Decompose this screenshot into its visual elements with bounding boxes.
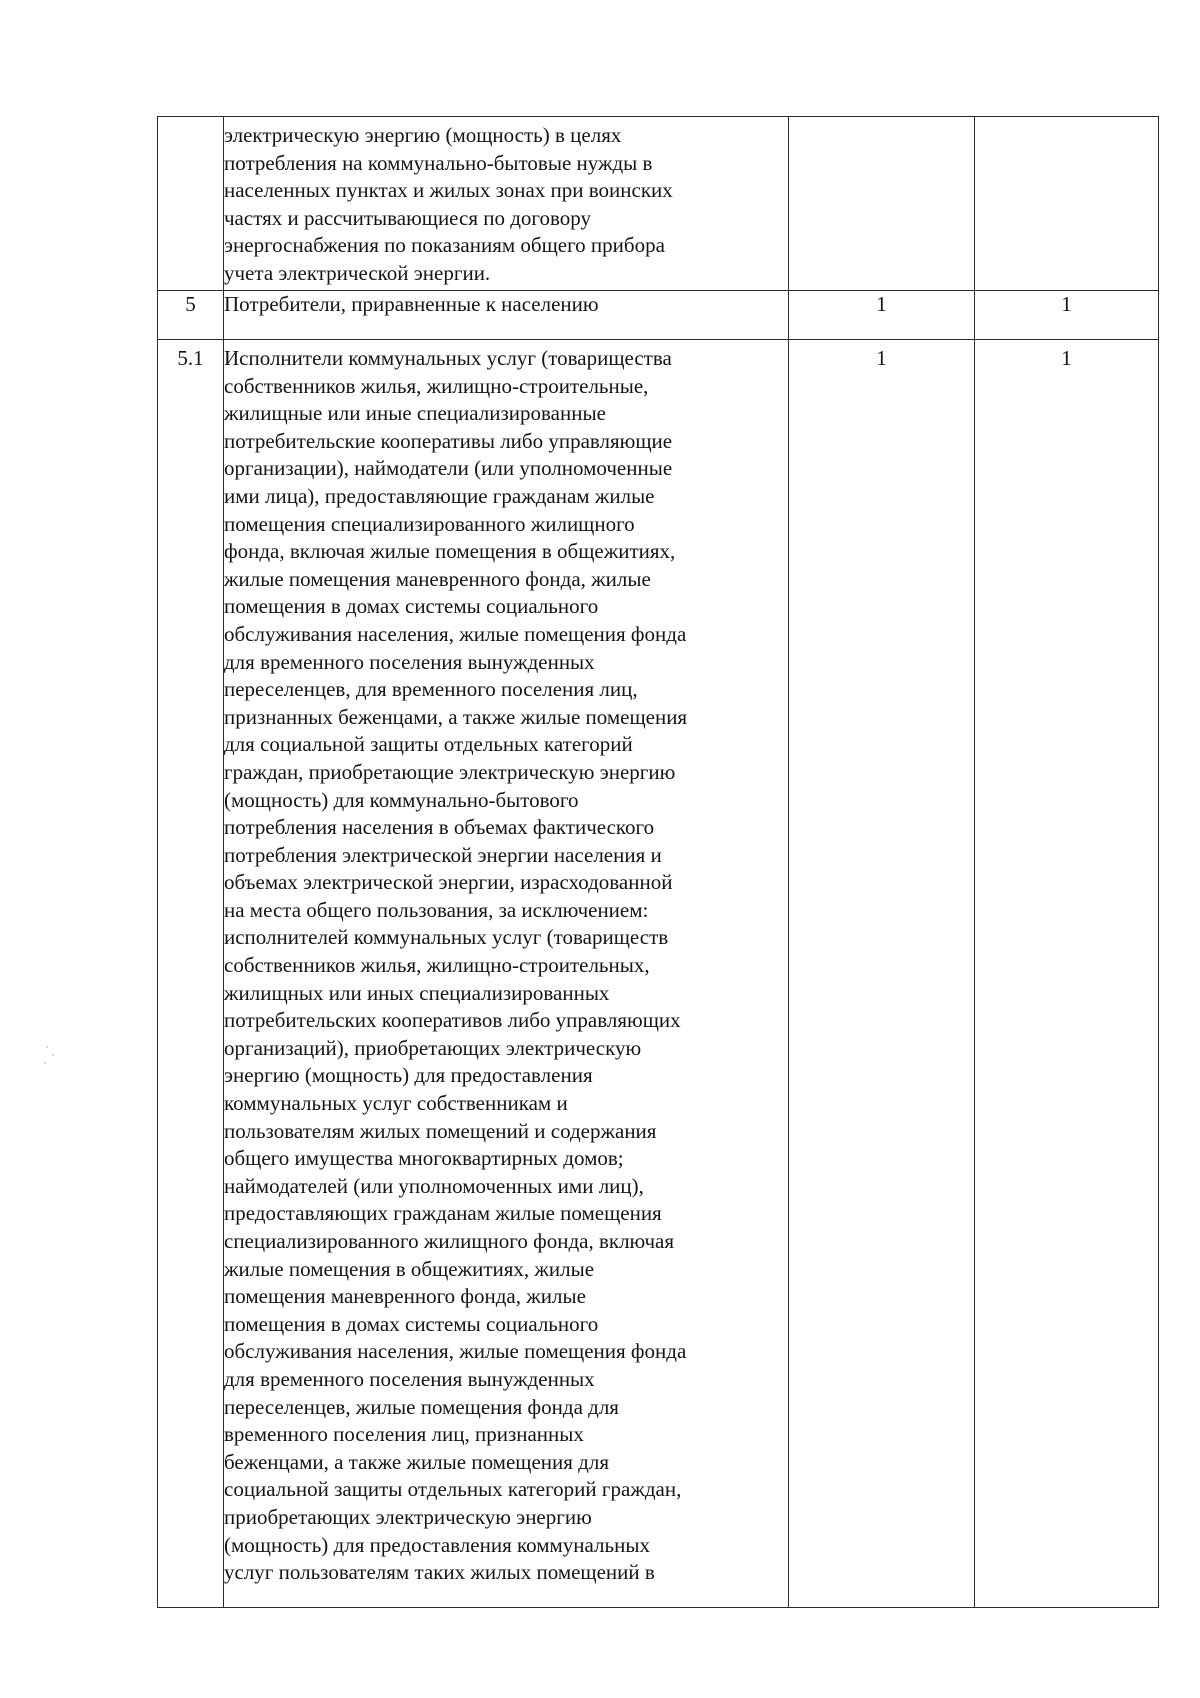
- description-line: помещения в домах системы социального: [224, 594, 599, 619]
- scan-speck: [52, 1054, 54, 1056]
- description-line: приобретающих электрическую энергию: [224, 1504, 592, 1529]
- row-description-cell: [224, 291, 789, 340]
- description-line: временного поселения лиц, признанных: [224, 1422, 584, 1447]
- row-number-cell: 5.1: [158, 340, 224, 1608]
- description-line: для временного поселения вынужденных: [224, 649, 595, 674]
- table-row-5: [158, 291, 1159, 340]
- description-line: Исполнители коммунальных услуг (товарищества: [224, 346, 672, 370]
- description-line: обслуживания населения, жилые помещения фонда: [224, 1339, 687, 1364]
- description-line: жилые помещения маневренного фонда, жилые: [224, 566, 651, 591]
- row-value1-cell: 1: [789, 340, 975, 1608]
- row-value2-cell: 1: [975, 291, 1159, 340]
- row-number-cell: 5: [158, 291, 224, 340]
- description-line: коммунальных услуг собственникам и: [224, 1091, 568, 1116]
- description-line: объемах электрической энергии, израсходованной: [224, 870, 673, 895]
- table-row-continuation: [158, 117, 1159, 291]
- description-line: беженцами, а также жилые помещения для: [224, 1449, 609, 1474]
- description-line: энергию (мощность) для предоставления: [224, 1063, 593, 1088]
- description-line: наймодателей (или уполномоченных ими лиц),: [224, 1173, 644, 1198]
- row-description-cell: [224, 117, 789, 291]
- description-line: предоставляющих гражданам жилые помещения: [224, 1201, 662, 1226]
- description-line: признанных беженцами, а также жилые помещения: [224, 704, 688, 729]
- description-line: ими лица), предоставляющие гражданам жилые: [224, 483, 655, 508]
- description-line: электрическую энергию (мощность) в целях: [224, 123, 622, 147]
- description-line: фонда, включая жилые помещения в общежитиях,: [224, 539, 676, 564]
- row-value2-cell: [975, 117, 1159, 291]
- description-line: собственников жилья, жилищно-строительные,: [224, 373, 649, 398]
- tariff-table: [157, 116, 1159, 1608]
- description-line: потребления населения в объемах фактического: [224, 815, 655, 840]
- description-line: населенных пунктах и жилых зонах при воинских: [224, 178, 673, 203]
- description-line: переселенцев, для временного поселения лиц,: [224, 677, 638, 702]
- description-line: для социальной защиты отдельных категорий: [224, 732, 633, 757]
- description-line: энергоснабжения по показаниям общего прибора: [224, 233, 665, 258]
- description-line: потребительские кооперативы либо управляющие: [224, 428, 673, 453]
- description-line: социальной защиты отдельных категорий граждан,: [224, 1477, 682, 1502]
- table-row-5-1: [158, 340, 1159, 1608]
- description-line: специализированного жилищного фонда, включая: [224, 1229, 674, 1253]
- description-line: потребительских кооперативов либо управляющих: [224, 1008, 681, 1033]
- description-line: потребления электрической энергии населения и: [224, 842, 662, 867]
- scan-speck: [44, 1062, 46, 1064]
- description-line: потребления на коммунально-бытовые нужды в: [224, 150, 653, 175]
- description-line: организации), наймодатели (или уполномоченные: [224, 456, 673, 481]
- description-line: (мощность) для предоставления коммунальных: [224, 1532, 650, 1557]
- description-line: на места общего пользования, за исключением:: [224, 897, 649, 922]
- description-line: переселенцев, жилые помещения фонда для: [224, 1394, 619, 1419]
- row-number-cell: [158, 117, 224, 291]
- description-line: Потребители, приравненные к населению: [224, 292, 599, 316]
- description-line: помещения в домах системы социального: [224, 1311, 599, 1336]
- description-line: жилищные или иные специализированные: [224, 401, 606, 426]
- description-line: помещения маневренного фонда, жилые: [224, 1284, 586, 1309]
- description-line: собственников жилья, жилищно-строительных,: [224, 953, 650, 978]
- description-line: организаций), приобретающих электрическую: [224, 1035, 642, 1060]
- description-line: учета электрической энергии.: [224, 260, 491, 285]
- description-line: исполнителей коммунальных услуг (товариществ: [224, 925, 669, 950]
- description-line: частях и рассчитывающиеся по договору: [224, 205, 592, 230]
- row-value1-cell: 1: [789, 291, 975, 340]
- row-description-cell: [224, 340, 789, 1608]
- description-line: обслуживания населения, жилые помещения фонда: [224, 621, 687, 646]
- description-line: (мощность) для коммунально-бытового: [224, 787, 579, 812]
- description-line: пользователям жилых помещений и содержания: [224, 1118, 657, 1143]
- description-line: услуг пользователям таких жилых помещений в: [224, 1560, 655, 1585]
- description-line: граждан, приобретающие электрическую энергию: [224, 759, 676, 784]
- description-line: жилищных или иных специализированных: [224, 980, 610, 1005]
- row-value2-cell: 1: [975, 340, 1159, 1608]
- description-line: для временного поселения вынужденных: [224, 1366, 595, 1391]
- row-value1-cell: [789, 117, 975, 291]
- description-line: общего имущества многоквартирных домов;: [224, 1146, 624, 1171]
- description-line: жилые помещения в общежитиях, жилые: [224, 1256, 595, 1281]
- scan-speck: [46, 1046, 48, 1048]
- description-line: помещения специализированного жилищного: [224, 511, 635, 536]
